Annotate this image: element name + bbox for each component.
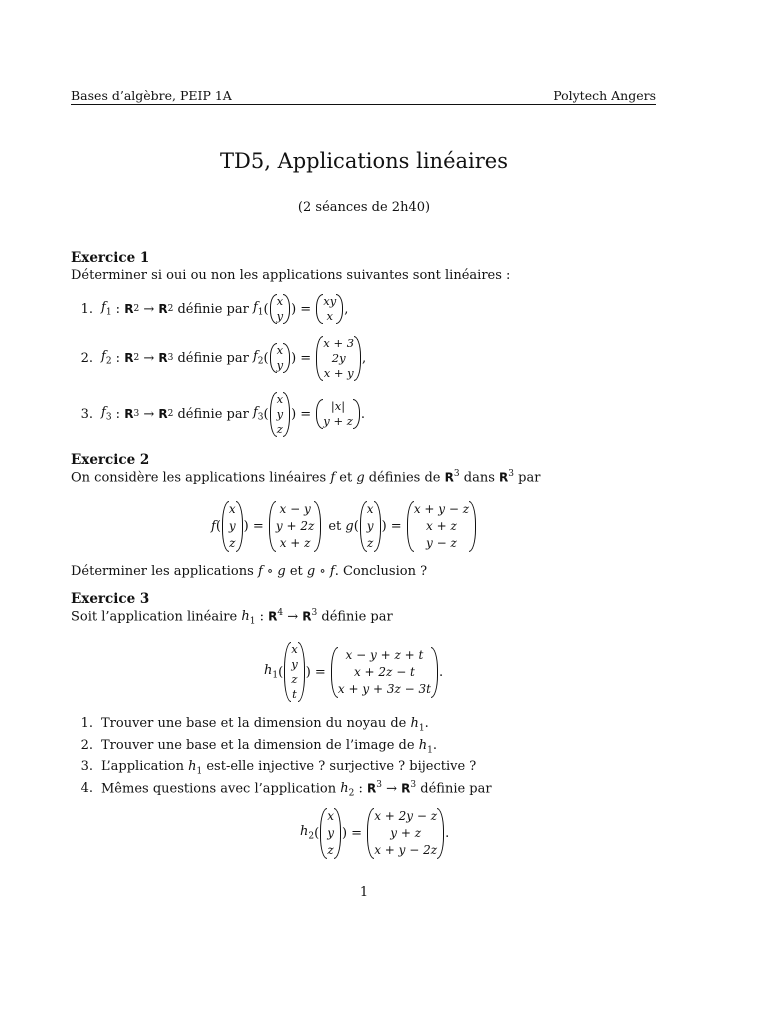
exercise-2-question: Déterminer les applications f ∘ g et g ∘ f. Conclusion ? [71,564,428,579]
exercise-2-intro: On considère les applications linéaires f et g définies de $R^3$ dans $R^3$ par [71,469,541,486]
exercise-3-h2-definition: $h_2$ ( x y z ) = x + 2y − z y + z x + y − 2z . [300,808,450,857]
exercise-2-heading: Exercice 2 [71,452,150,468]
vector-output: x + 2y − z y + z x + y − 2z [367,808,444,859]
exercise-3-item-4: 4. Mêmes questions avec l’application $h_2$ : $R^3 \to R^3$ définie par [80,780,492,799]
exercise-3-item-1: 1. Trouver une base et la dimension du noyau de $h_1$. [80,716,429,734]
exercise-1-heading: Exercice 1 [71,250,150,266]
exercise-3-intro: Soit l’application linéaire $h_1$ : $R^4 \to R^3$ définie par [71,608,393,627]
page-title: TD5, Applications linéaires [220,149,508,173]
exercise-3-item-2: 2. Trouver une base et la dimension de l’image de $h_1$. [80,738,437,756]
vector-input: x y [270,294,291,324]
exercise-1-item-2: 2. $f_2$ : R 2 → R 3 définie par $f_2$ ( x y ) = x + 3 2y x + y , [80,335,367,380]
exercise-1-item-1: 1. $f_1$ : R 2 → R 2 définie par $f_1$ ( x y ) = xy x , [80,294,349,323]
header-rule [71,104,656,105]
exercise-3-item-3: 3. L’application $h_1$ est-elle injective ? surjective ? bijective ? [80,759,477,777]
page-number: 1 [359,885,369,900]
vector-output: x + 3 2y x + y [316,336,361,381]
vector-output: |x| y + z [316,399,360,429]
vector-output: x + y − z x + z y − z [407,501,476,552]
exercise-1-item-3: 3. $f_3$ : R 3 → R 2 définie par $f_3$ ( x y z ) = |x| y + z . [80,391,365,436]
header-school: Polytech Angers [553,88,656,103]
vector-output: xy x [316,294,343,324]
vector-input: x y z [270,392,291,437]
header-course: Bases d’algèbre, PEIP 1A [71,88,232,103]
vector-input: x y [270,343,291,373]
page-subtitle: (2 séances de 2h40) [297,200,431,215]
exercise-3-h1-definition: $h_1$ ( x y z t ) = x − y + z + t x + 2z − t x + y + 3z − 3t . [264,642,444,701]
exercise-1-intro: Déterminer si oui ou non les applications suivantes sont linéaires : [71,268,511,283]
vector-output: x − y y + 2z x + z [269,501,321,552]
vector-input: x y z [360,501,381,552]
vector-input: x y z [320,808,341,859]
exercise-2-definitions: f ( x y z ) = x − y y + 2z x + z et g ( x y z ) = x + y − z x + z y − z [211,498,477,554]
exercise-3-heading: Exercice 3 [71,591,150,607]
vector-output: x − y + z + t x + 2z − t x + y + 3z − 3t [331,647,438,698]
vector-input: x y z t [284,642,305,702]
vector-input: x y z [222,501,243,552]
